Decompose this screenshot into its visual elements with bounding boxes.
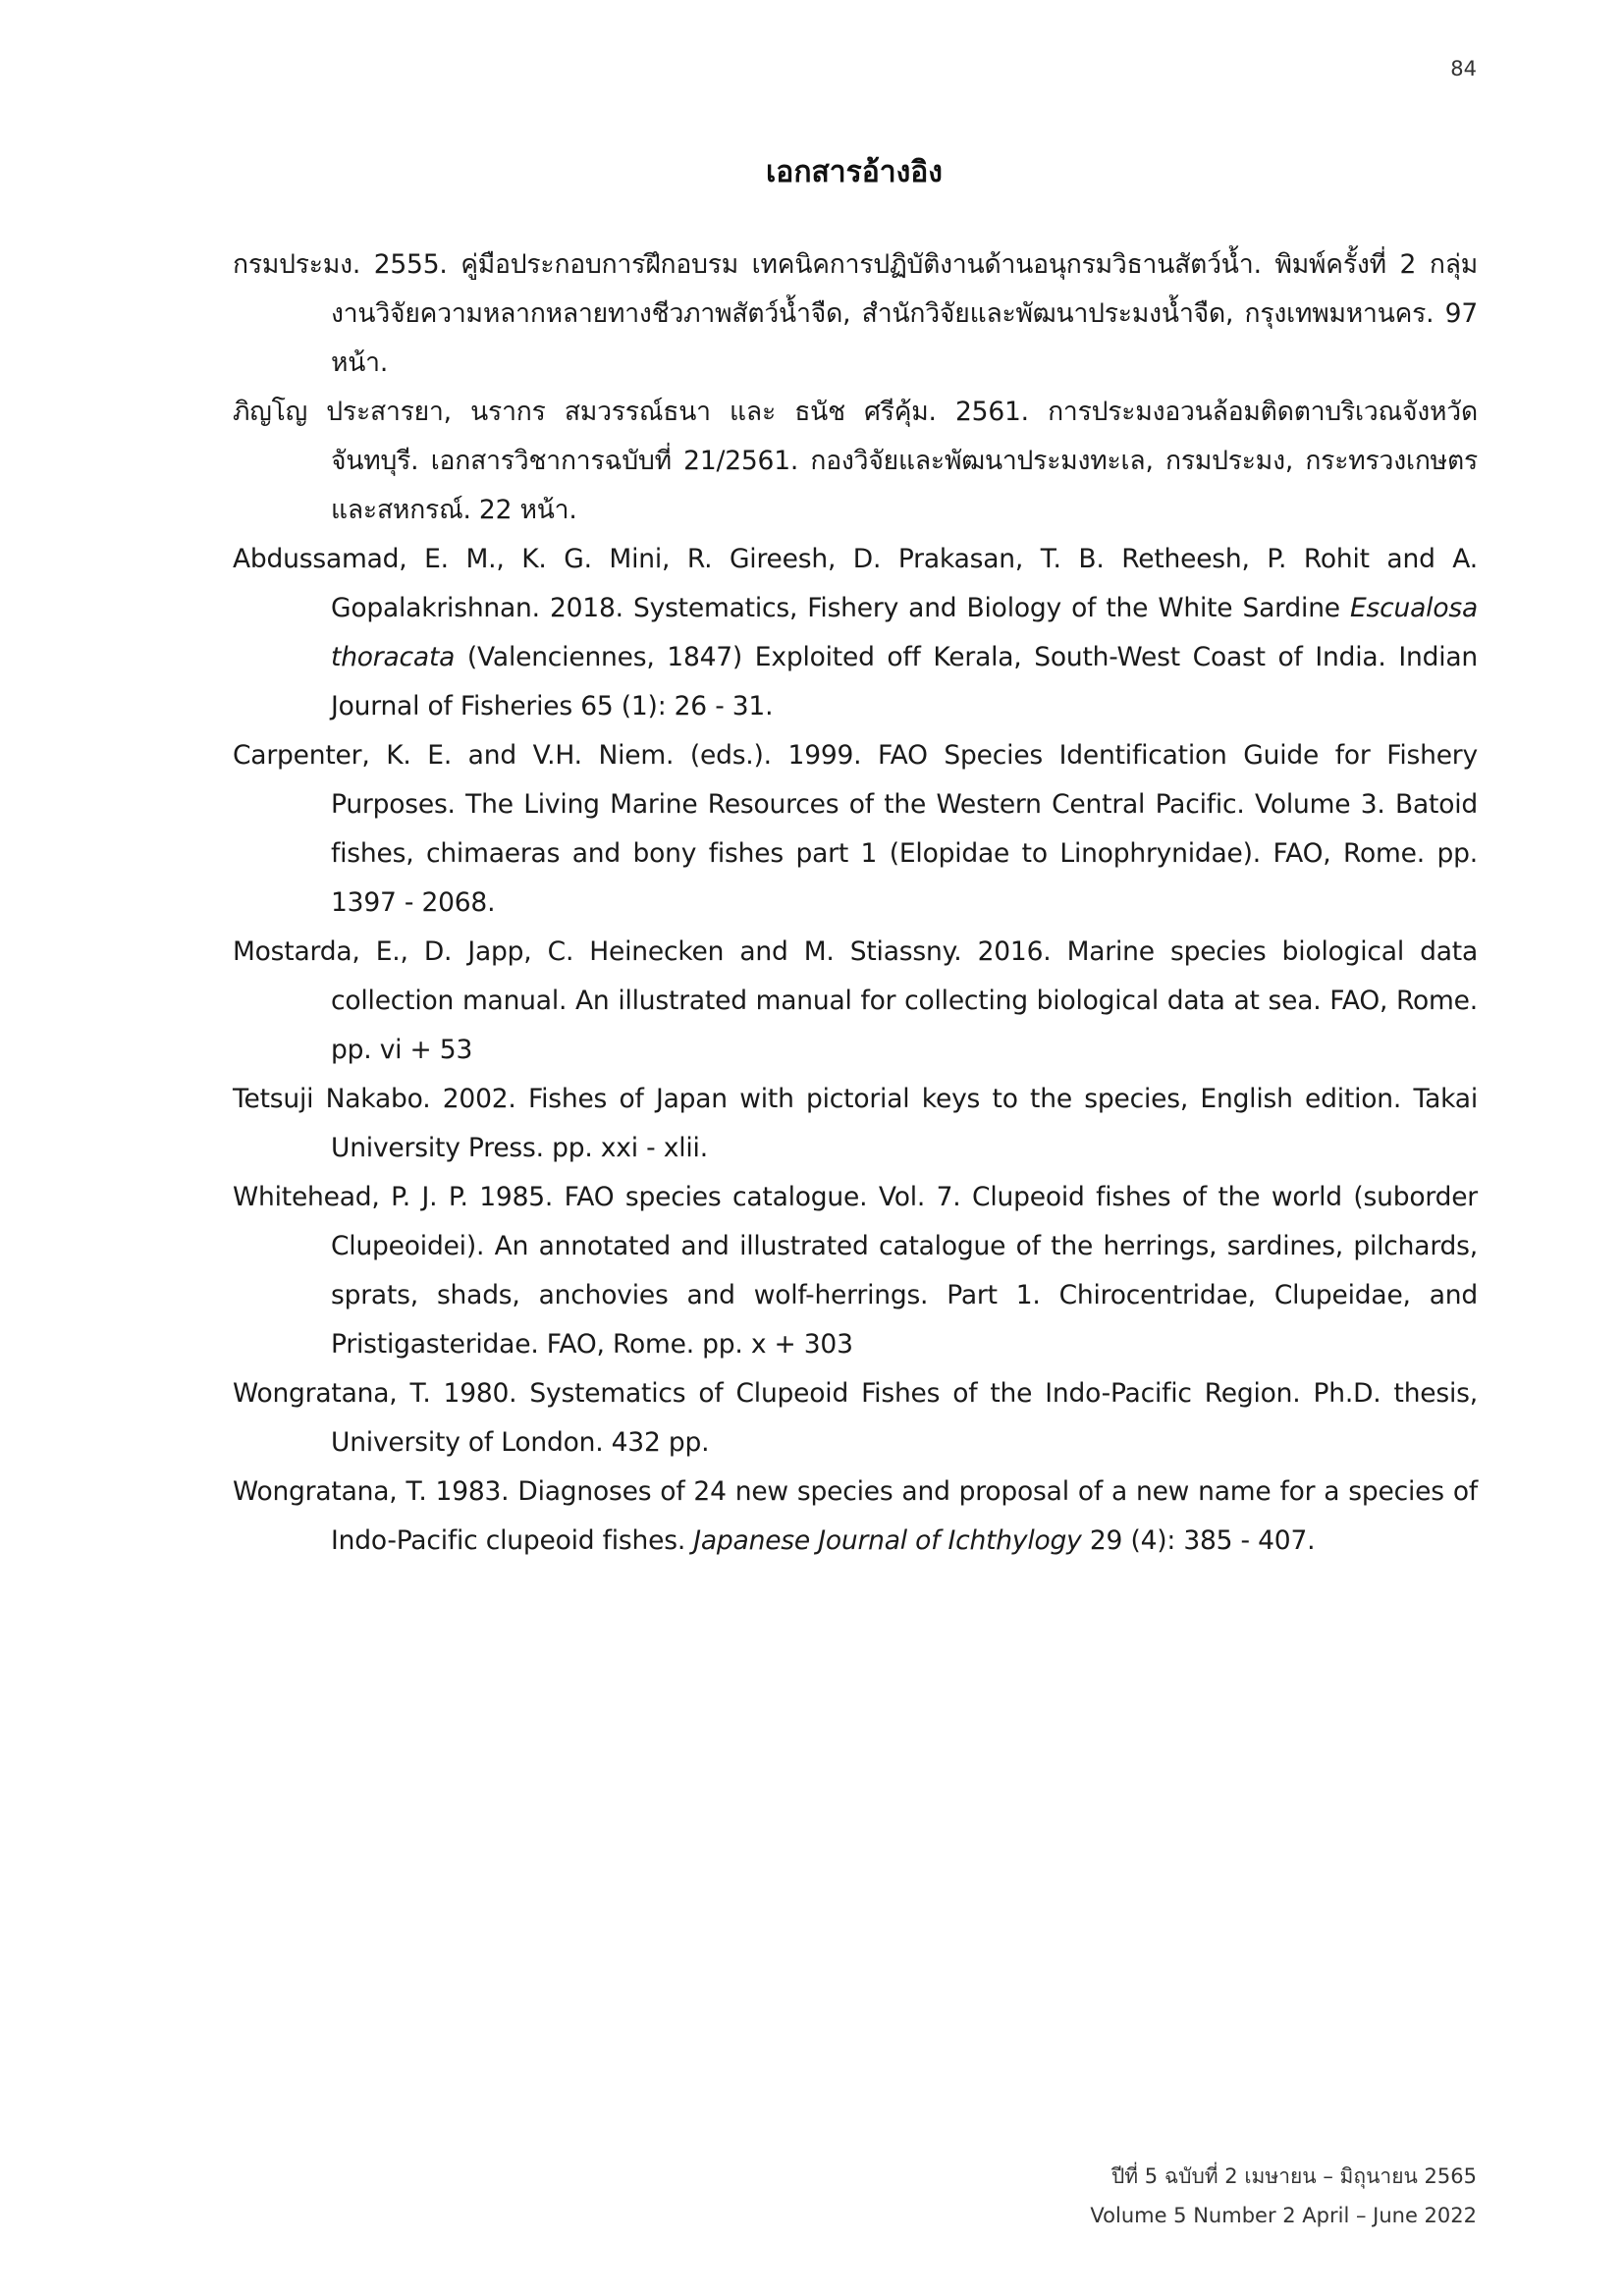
reference-item	[233, 928, 1478, 1075]
reference-item	[233, 1369, 1478, 1468]
reference-text: Wongratana, T. 1980. Systematics of Clupeoid Fishes of the Indo-Pacific Region. Ph.D. thesis, University of London. 432 pp.	[233, 1378, 1478, 1458]
reference-list	[233, 240, 1478, 1566]
reference-text: ภิญโญ ประสารยา, นรากร สมวรรณ์ธนา และ ธนัช ศรีคุ้ม. 2561. การประมงอวนล้อมติดตาบริเวณจังหวัดจันทบุรี. เอกสารวิชาการฉบับที่ 21/2561. กองวิจัยและพัฒนาประมงทะเล, กรมประมง, กระทรวงเกษตรและสหกรณ์. 22 หน้า.	[233, 397, 1478, 525]
reference-text: Abdussamad, E. M., K. G. Mini, R. Gireesh, D. Prakasan, T. B. Retheesh, P. Rohit and A. Gopalakrishnan. 2018. Systematics, Fishery and Biology of the White Sardine	[233, 544, 1478, 623]
page-number: 84	[1450, 57, 1477, 80]
reference-italic-text: Escualosa thoracata	[331, 593, 1478, 672]
reference-text: Tetsuji Nakabo. 2002. Fishes of Japan with pictorial keys to the species, English edition. Takai University Press. pp. xxi - xlii.	[233, 1084, 1478, 1163]
footer-issue-english: Volume 5 Number 2 April – June 2022	[1090, 2204, 1477, 2227]
reference-item	[233, 240, 1478, 388]
footer-issue-thai: ปีที่ 5 ฉบับที่ 2 เมษายน – มิถุนายน 2565	[1110, 2164, 1477, 2188]
reference-item	[233, 1173, 1478, 1369]
section-title: เอกสารอ้างอิง	[766, 155, 943, 189]
reference-text-end: 29 (4): 385 - 407.	[1081, 1525, 1316, 1556]
reference-text: Whitehead, P. J. P. 1985. FAO species catalogue. Vol. 7. Clupeoid fishes of the world (suborder Clupeoidei). An annotated and illustrated catalogue of the herrings, sardines, pilchards, sprats, shads, anchovies and wolf-herrings. Part 1. Chirocentridae, Clupeidae, and Pristigasteridae. FAO, Rome. pp. x + 303	[233, 1182, 1478, 1360]
reference-text: Carpenter, K. E. and V.H. Niem. (eds.). 1999. FAO Species Identification Guide for Fishery Purposes. The Living Marine Resources of the Western Central Pacific. Volume 3. Batoid fishes, chimaeras and bony fishes part 1 (Elopidae to Linophrynidae). FAO, Rome. pp. 1397 - 2068.	[233, 740, 1478, 918]
reference-item	[233, 388, 1478, 535]
reference-item	[233, 535, 1478, 731]
reference-text: Wongratana, T. 1983. Diagnoses of 24 new species and proposal of a new name for a species of Indo-Pacific clupeoid fishes.	[233, 1476, 1478, 1556]
reference-item	[233, 731, 1478, 928]
reference-item	[233, 1468, 1478, 1566]
reference-text: Mostarda, E., D. Japp, C. Heinecken and M. Stiassny. 2016. Marine species biological data collection manual. An illustrated manual for collecting biological data at sea. FAO, Rome. pp. vi + 53	[233, 936, 1478, 1065]
reference-text-end: (Valenciennes, 1847) Exploited off Kerala, South-West Coast of India. Indian Journal of Fisheries 65 (1): 26 - 31.	[331, 642, 1478, 721]
reference-text: กรมประมง. 2555. คู่มือประกอบการฝึกอบรม เทคนิคการปฏิบัติงานด้านอนุกรมวิธานสัตว์น้ำ. พิมพ์ครั้งที่ 2 กลุ่มงานวิจัยความหลากหลายทางชีวภาพสัตว์น้ำจืด, สำนักวิจัยและพัฒนาประมงน้ำจืด, กรุงเทพมหานคร. 97 หน้า.	[233, 249, 1478, 378]
reference-item	[233, 1075, 1478, 1173]
reference-italic-text: Japanese Journal of Ichthylogy	[693, 1525, 1082, 1556]
